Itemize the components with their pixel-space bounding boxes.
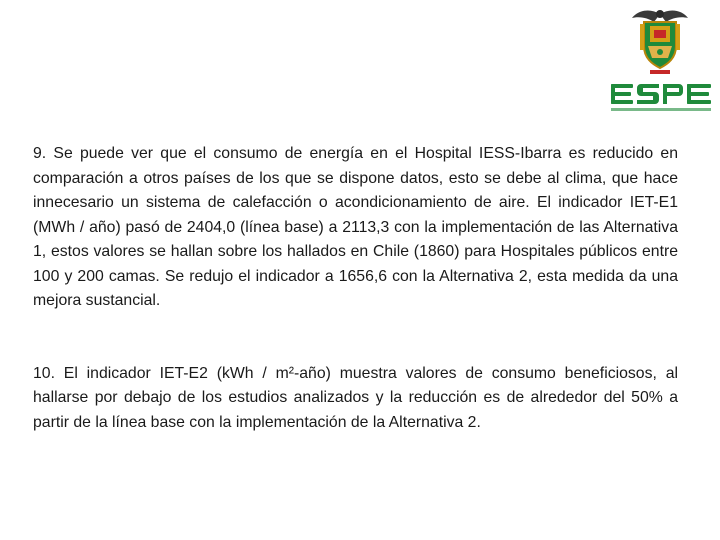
espe-logo	[604, 6, 716, 118]
espe-wordmark	[609, 84, 715, 114]
coat-of-arms-icon	[630, 6, 690, 76]
paragraph-9: 9. Se puede ver que el consumo de energía en el Hospital IESS-Ibarra es reducido en comparación a otros países de los que se dispone datos, esto se debe al clima, que hace innecesario un sistema de calefacción o acondicionamiento de aire. El indicador IET-E1 (MWh / año) pasó de 2404,0 (línea base) a 2113,3 con la implementación de las Alternativa 1, estos valores se hallan sobre los hallados en Chile (1860) para Hospitales públicos entre 100 y 200 camas. Se redujo el indicador a 1656,6 con la Alternativa 2, esta medida da una mejora sustancial.	[33, 145, 678, 309]
document-body	[33, 142, 678, 435]
paragraph-10: 10. El indicador IET-E2 (kWh / m²-año) muestra valores de consumo beneficiosos, al hallarse por debajo de los estudios analizados y la reducción es de alrededor del 50% a partir de la línea base con la implementación de la Alternativa 2.	[33, 364, 678, 431]
